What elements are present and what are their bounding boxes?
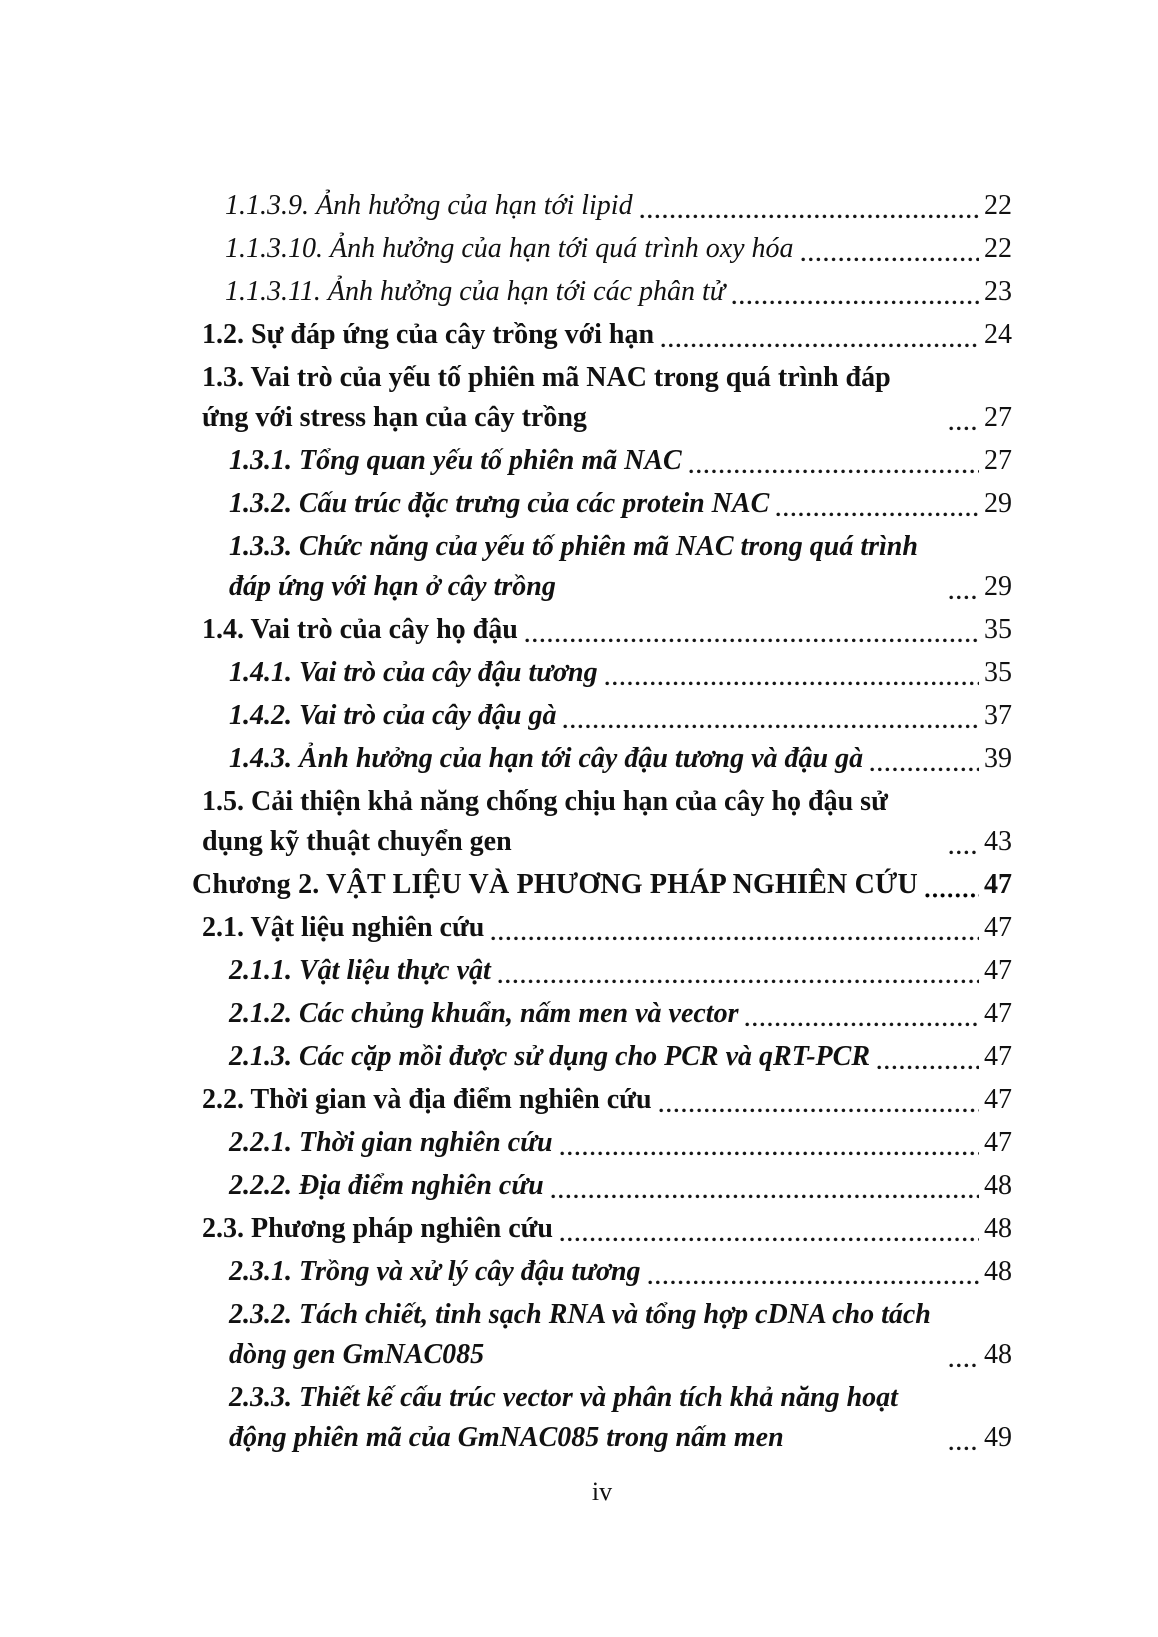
dot-leader bbox=[925, 892, 979, 899]
toc-entry-title: 2.1.1. Vật liệu thực vật bbox=[229, 955, 491, 986]
dot-leader bbox=[689, 468, 979, 475]
dot-leader bbox=[491, 935, 979, 942]
dot-leader bbox=[870, 766, 979, 773]
toc-entry-title: Chương 2. VẬT LIỆU VÀ PHƯƠNG PHÁP NGHIÊN CỨU bbox=[192, 869, 918, 900]
toc-entry-title: 1.3.3. Chức năng của yếu tố phiên mã NAC trong quá trình đáp ứng với hạn ở cây trồng bbox=[229, 531, 918, 602]
toc-entry-title: 1.4.2. Vai trò của cây đậu gà bbox=[229, 700, 557, 731]
toc-entry[interactable] bbox=[192, 696, 1012, 736]
dot-leader bbox=[949, 1445, 979, 1452]
toc-entry-page-number: 35 bbox=[984, 614, 1012, 645]
toc-entry-page-number: 47 bbox=[984, 998, 1012, 1029]
dot-leader bbox=[776, 511, 979, 518]
dot-leader bbox=[498, 978, 979, 985]
toc-entry[interactable] bbox=[192, 527, 1012, 607]
toc-entry-title: 2.1. Vật liệu nghiên cứu bbox=[202, 912, 485, 943]
dot-leader bbox=[640, 213, 979, 220]
toc-entry-page-number: 35 bbox=[984, 657, 1012, 688]
page-number-footer: iv bbox=[591, 1477, 613, 1506]
toc-entry-title: 2.1.3. Các cặp mồi được sử dụng cho PCR và qRT-PCR bbox=[229, 1041, 871, 1072]
toc-entry-page-number: 48 bbox=[984, 1339, 1012, 1370]
toc-entry-title: 1.1.3.9. Ảnh hưởng của hạn tới lipid bbox=[225, 190, 633, 221]
toc-entry-page-number: 47 bbox=[984, 912, 1012, 943]
toc-entry-page-number: 23 bbox=[984, 276, 1012, 307]
toc-entry-title: 1.3.2. Cấu trúc đặc trưng của các protein NAC bbox=[229, 488, 770, 519]
toc-entry[interactable] bbox=[192, 1080, 1012, 1120]
toc-entry-title: 1.3. Vai trò của yếu tố phiên mã NAC trong quá trình đáp ứng với stress hạn của cây trồng bbox=[202, 362, 891, 433]
toc-entry-page-number: 47 bbox=[984, 1041, 1012, 1072]
toc-entry[interactable] bbox=[192, 653, 1012, 693]
dot-leader bbox=[949, 849, 979, 856]
toc-entry[interactable] bbox=[192, 1295, 1012, 1375]
toc-entry[interactable] bbox=[192, 441, 1012, 481]
dot-leader bbox=[563, 723, 979, 730]
dot-leader bbox=[732, 299, 979, 306]
dot-leader bbox=[525, 637, 979, 644]
dot-leader bbox=[659, 1107, 979, 1114]
dot-leader bbox=[745, 1021, 979, 1028]
toc-entry[interactable] bbox=[192, 1166, 1012, 1206]
toc-entry[interactable] bbox=[192, 272, 1012, 312]
toc-entry[interactable] bbox=[192, 1209, 1012, 1249]
toc-entry-page-number: 47 bbox=[984, 955, 1012, 986]
toc-entry[interactable] bbox=[192, 484, 1012, 524]
toc-entry[interactable] bbox=[192, 908, 1012, 948]
dot-leader bbox=[801, 256, 979, 263]
dot-leader bbox=[949, 425, 979, 432]
toc-entry[interactable] bbox=[192, 315, 1012, 355]
toc-entry-page-number: 48 bbox=[984, 1256, 1012, 1287]
toc-entry-title: 2.2.1. Thời gian nghiên cứu bbox=[229, 1127, 553, 1158]
toc-entry-title: 1.1.3.10. Ảnh hưởng của hạn tới quá trình oxy hóa bbox=[225, 233, 794, 264]
toc-entry-page-number: 27 bbox=[984, 445, 1012, 476]
toc-entry-title: 2.3.1. Trồng và xử lý cây đậu tương bbox=[229, 1256, 641, 1287]
toc-entry-title: 2.1.2. Các chủng khuẩn, nấm men và vector bbox=[229, 998, 739, 1029]
toc-entry-title: 1.4.3. Ảnh hưởng của hạn tới cây đậu tương và đậu gà bbox=[229, 743, 864, 774]
toc-entry-title: 2.2. Thời gian và địa điểm nghiên cứu bbox=[202, 1084, 652, 1115]
toc-entry[interactable] bbox=[192, 994, 1012, 1034]
toc-entry-page-number: 22 bbox=[984, 190, 1012, 221]
toc-entry[interactable] bbox=[192, 1037, 1012, 1077]
toc-entry-page-number: 49 bbox=[984, 1422, 1012, 1453]
toc-entry-title: 2.3.2. Tách chiết, tinh sạch RNA và tổng hợp cDNA cho tách dòng gen GmNAC085 bbox=[229, 1299, 931, 1370]
dot-leader bbox=[551, 1193, 979, 1200]
toc-entry-title: 1.4. Vai trò của cây họ đậu bbox=[202, 614, 518, 645]
dot-leader bbox=[560, 1150, 979, 1157]
toc-entry-page-number: 43 bbox=[984, 826, 1012, 857]
toc-entry-title: 2.2.2. Địa điểm nghiên cứu bbox=[229, 1170, 544, 1201]
toc-entry[interactable] bbox=[192, 1378, 1012, 1458]
toc-entry[interactable] bbox=[192, 951, 1012, 991]
toc-entry[interactable] bbox=[192, 739, 1012, 779]
toc-entry-page-number: 37 bbox=[984, 700, 1012, 731]
toc-entry-page-number: 29 bbox=[984, 571, 1012, 602]
toc-entry-title: 2.3. Phương pháp nghiên cứu bbox=[202, 1213, 553, 1244]
toc-entry-page-number: 22 bbox=[984, 233, 1012, 264]
toc-entry[interactable] bbox=[192, 782, 1012, 862]
toc-entry[interactable] bbox=[192, 358, 1012, 438]
toc-entry-title: 1.1.3.11. Ảnh hưởng của hạn tới các phân tử bbox=[225, 276, 726, 307]
dot-leader bbox=[560, 1236, 979, 1243]
toc-entry[interactable] bbox=[192, 865, 1012, 905]
toc-entry-page-number: 24 bbox=[984, 319, 1012, 350]
dot-leader bbox=[605, 680, 979, 687]
toc-entry-page-number: 48 bbox=[984, 1170, 1012, 1201]
toc-entry-page-number: 39 bbox=[984, 743, 1012, 774]
dot-leader bbox=[949, 594, 979, 601]
toc-entry[interactable] bbox=[192, 610, 1012, 650]
toc-entry-page-number: 48 bbox=[984, 1213, 1012, 1244]
toc-entry-page-number: 29 bbox=[984, 488, 1012, 519]
toc-entry-page-number: 27 bbox=[984, 402, 1012, 433]
toc-entry-page-number: 47 bbox=[984, 869, 1012, 900]
dot-leader bbox=[648, 1279, 979, 1286]
toc-entry[interactable] bbox=[192, 186, 1012, 226]
toc-entry[interactable] bbox=[192, 229, 1012, 269]
toc-entry-title: 1.3.1. Tổng quan yếu tố phiên mã NAC bbox=[229, 445, 682, 476]
table-of-contents bbox=[192, 186, 1012, 1461]
dot-leader bbox=[949, 1362, 979, 1369]
toc-entry-title: 2.3.3. Thiết kế cấu trúc vector và phân tích khả năng hoạt động phiên mã của GmNAC085 trong nấm men bbox=[229, 1382, 898, 1453]
toc-entry[interactable] bbox=[192, 1123, 1012, 1163]
toc-entry-title: 1.2. Sự đáp ứng của cây trồng với hạn bbox=[202, 319, 655, 350]
toc-entry-page-number: 47 bbox=[984, 1084, 1012, 1115]
dot-leader bbox=[661, 342, 979, 349]
toc-entry-page-number: 47 bbox=[984, 1127, 1012, 1158]
toc-entry-title: 1.5. Cải thiện khả năng chống chịu hạn của cây họ đậu sử dụng kỹ thuật chuyển gen bbox=[202, 786, 888, 857]
toc-entry[interactable] bbox=[192, 1252, 1012, 1292]
dot-leader bbox=[877, 1064, 979, 1071]
toc-entry-title: 1.4.1. Vai trò của cây đậu tương bbox=[229, 657, 598, 688]
